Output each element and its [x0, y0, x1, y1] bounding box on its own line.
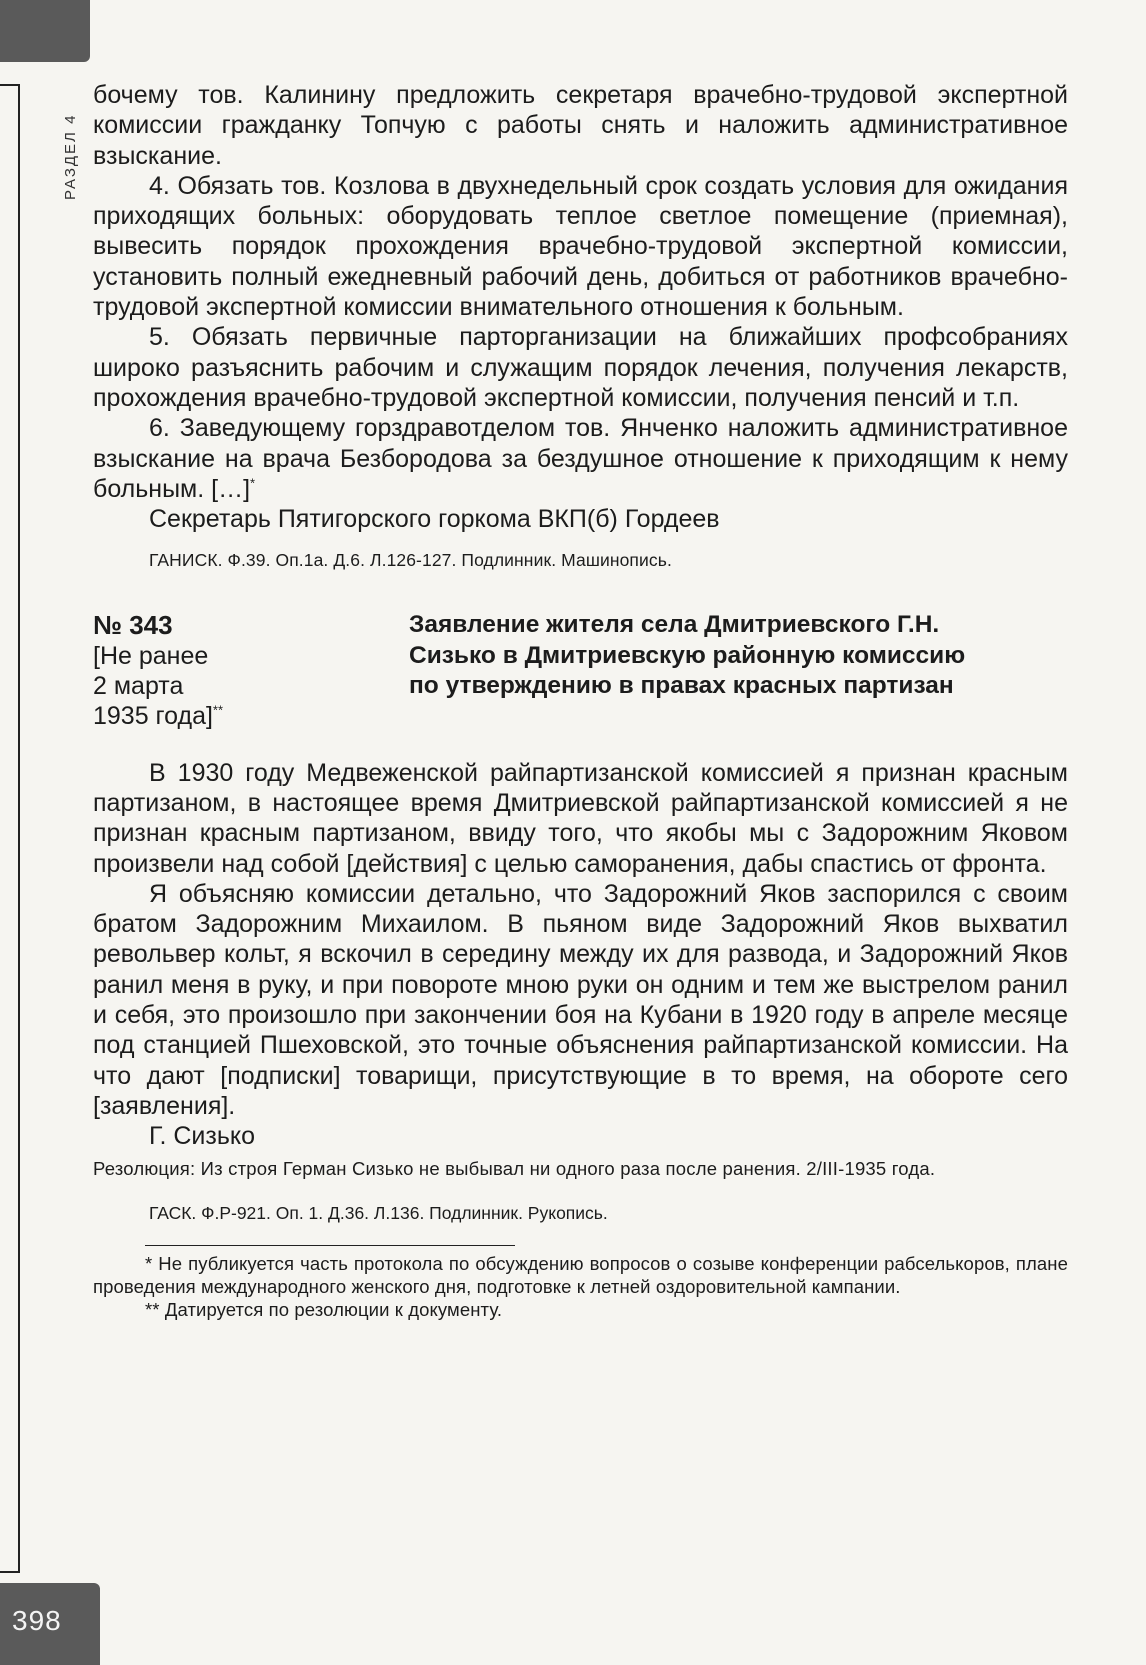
footnote-2: ** Датируется по резолюции к документу.: [145, 1298, 503, 1320]
document-date-line-3: [93, 701, 413, 731]
document-date-line-2: 2 марта: [93, 672, 184, 701]
footnote-1: * Не публикуется часть протокола по обсуждению вопросов о созыве конференции рабселькоров, плане проведения международного женского дня, подготовке к летней оздоровительной кампании.: [93, 1252, 1068, 1297]
date-footnote-mark: **: [212, 703, 224, 719]
paragraph-item-4: 4. Обязать тов. Козлова в двухнедельный срок создать условия для ожидания приходящих больных: оборудовать теплое светлое помещение (приемная), вывесить порядок прохождения врачебно-трудовой экспертной комиссии, установить полный ежедневный рабочий день, добиться от работников врачебно-трудовой экспертной комиссии внимательного отношения к больным.: [93, 171, 1068, 322]
signature-sizko: Г. Сизько: [149, 1122, 256, 1151]
page-content: [93, 80, 1068, 1321]
document-meta: [93, 610, 413, 731]
document-body: [93, 758, 1068, 1225]
document-header: [93, 610, 1068, 731]
section-label: РАЗДЕЛ 4: [62, 113, 79, 200]
paragraph-item-6-text: 6. Заведующему горздравотделом тов. Янченко наложить административное взыскание на врача Безбородова за бездушное отношение к приходящим к нему больным. […]: [93, 414, 1068, 503]
document-title: Заявление жителя села Дмитриевского Г.Н. Сизько в Дмитриевскую районную комиссию по утверждению в правах красных партизан: [409, 611, 966, 700]
corner-block-top: [0, 0, 90, 62]
archive-source-top: ГАНИСК. Ф.39. Оп.1а. Д.6. Л.126-127. Подлинник. Машинопись.: [149, 550, 672, 571]
paragraph-item-5: 5. Обязать первичные парторганизации на ближайших профсобраниях широко разъяснить рабочим и служащим порядок лечения, получения лекарств, прохождения врачебно-трудовой экспертной комиссии, получения пенсий и т.п.: [93, 323, 1068, 412]
footnote-divider: [145, 1245, 515, 1246]
document-number: № 343: [93, 610, 173, 641]
archive-source-doc: ГАСК. Ф.Р-921. Оп. 1. Д.36. Л.136. Подлинник. Рукопись.: [149, 1202, 608, 1223]
page-number: 398: [12, 1605, 62, 1636]
signature-secretary: Секретарь Пятигорского горкома ВКП(б) Гордеев: [149, 505, 720, 534]
resolution-note: Резолюция: Из строя Герман Сизько не выбывал ни одного раза после ранения. 2/III-1935 года.: [93, 1157, 936, 1179]
document-date-text: 1935 года]: [93, 702, 213, 731]
margin-bracket-line: [0, 84, 20, 1573]
paragraph-continued: бочему тов. Калинину предложить секретаря врачебно-трудовой экспертной комиссии гражданку Топчую с работы снять и наложить административное взыскание.: [93, 81, 1068, 170]
paragraph-item-6: [93, 413, 1068, 504]
footnote-mark: *: [250, 475, 256, 491]
statement-paragraph-2: Я объясняю комиссии детально, что Задорожний Яков заспорился с своим братом Задорожним Михаилом. В пьяном виде Задорожний Яков выхватил револьвер кольт, я вскочил в середину между их для развода, и Задорожний Яков ранил меня в руку, и при повороте мною руки он одним и тем же выстрелом ранил и себя, это произошло при закончении боя на Кубани в 1920 году в апреле месяце под станцией Пшеховской, это точные объяснения райпартизанской комиссии. На что дают [подписки] товарищи, присутствующие в то время, на обороте сего [заявления].: [93, 879, 1068, 1120]
statement-paragraph-1: В 1930 году Медвеженской райпартизанской комиссией я признан красным партизаном, в настоящее время Дмитриевской райпартизанской комиссией я не признан красным партизаном, ввиду того, что якобы мы с Задорожним Яковом произвели над собой [действия] с целью самоpанения, дабы спастись от фронта.: [93, 758, 1068, 878]
document-date-line-1: [Не ранее: [93, 641, 209, 670]
